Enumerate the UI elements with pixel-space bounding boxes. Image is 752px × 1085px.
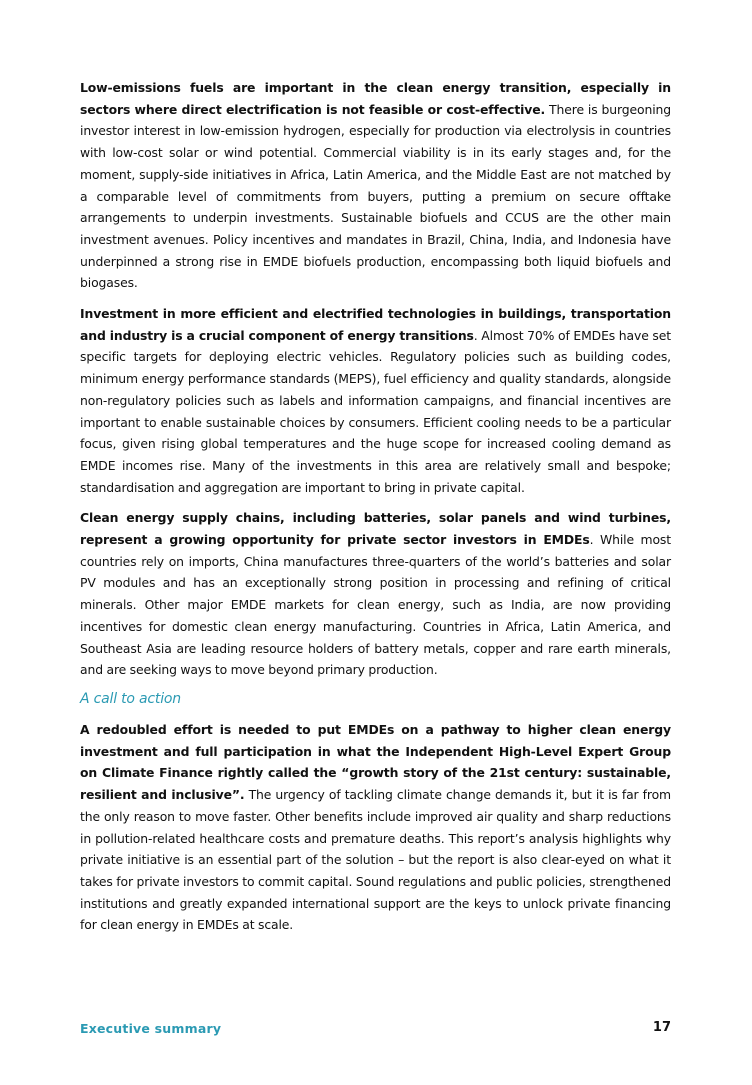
footer-section-label: Executive summary	[80, 1021, 222, 1036]
paragraph-body: . Almost 70% of EMDEs have set specific targets for deploying electric vehicles. Regulatory policies such as building codes, minimum energy performance standards (MEPS), fuel efficiency and quality standards, alongside non-regulatory policies such as labels and information campaigns, and financial incentives are important to enable sustainable choices by consumers. Efficient cooling needs to be a particular focus, given rising global temperatures and the huge scope for increased cooling demand as EMDE incomes rise. Many of the investments in this area are relatively small and bespoke; standardisation and aggregation are important to bring in private capital.	[80, 327, 671, 495]
page-body	[80, 77, 671, 945]
paragraph-call-to-action	[80, 719, 671, 936]
paragraph-lead: Clean energy supply chains, including batteries, solar panels and wind turbines, represent a growing opportunity for private sector investors in EMDEs	[80, 510, 671, 548]
paragraph-body: . While most countries rely on imports, China manufactures three-quarters of the world’s batteries and solar PV modules and has an exceptionally strong position in processing and refining of critical minerals. Other major EMDE markets for clean energy, such as India, are now providing incentives for domestic clean energy manufacturing. Countries in Africa, Latin America, and Southeast Asia are leading resource holders of battery metals, copper and rare earth minerals, and are seeking ways to move beyond primary production.	[80, 532, 671, 678]
section-heading-call-to-action: A call to action	[80, 690, 181, 707]
paragraph-body: There is burgeoning investor interest in low-emission hydrogen, especially for production via electrolysis in countries with low-cost solar or wind potential. Commercial viability is in its early stages and, for the moment, supply-side initiatives in Africa, Latin America, and the Middle East are not matched by a comparable level of commitments from buyers, putting a premium on secure offtake arrangements to underpin investments. Sustainable biofuels and CCUS are the other main investment avenues. Policy incentives and mandates in Brazil, China, India, and Indonesia have underpinned a strong rise in EMDE biofuels production, encompassing both liquid biofuels and biogases.	[80, 101, 671, 291]
paragraph-low-emissions-fuels	[80, 77, 671, 294]
footer-page-number: 17	[652, 1020, 671, 1035]
paragraph-lead: A redoubled effort is needed to put EMDEs on a pathway to higher clean energy investment and full participation in what the Independent High-Level Expert Group on Climate Finance rightly called the “growth story of the 21st century: sustainable, resilient and inclusive”.	[80, 721, 671, 803]
paragraph-body: The urgency of tackling climate change demands it, but it is far from the only reason to move faster. Other benefits include improved air quality and sharp reductions in pollution-related healthcare costs and premature deaths. This report’s analysis highlights why private initiative is an essential part of the solution – but the report is also clear-eyed on what it takes for private investors to commit capital. Sound regulations and public policies, strengthened institutions and greatly expanded international support are the keys to unlock private financing for clean energy in EMDEs at scale.	[80, 787, 671, 933]
paragraph-lead: Low-emissions fuels are important in the clean energy transition, especially in sectors where direct electrification is not feasible or cost-effective.	[80, 80, 671, 117]
paragraph-lead: Investment in more efficient and electrified technologies in buildings, transportation and industry is a crucial component of energy transitions	[80, 306, 671, 343]
paragraph-supply-chains	[80, 507, 671, 681]
paragraph-efficient-technologies	[80, 303, 671, 498]
